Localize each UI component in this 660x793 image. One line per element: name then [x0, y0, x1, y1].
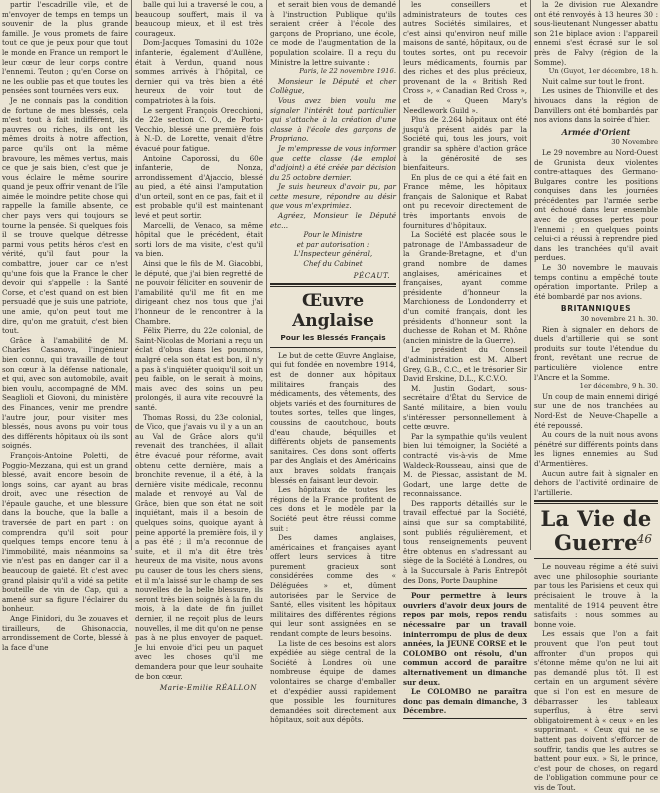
dispatch-date: Un (Guyot, 1er décembre, 18 h. — [548, 67, 658, 76]
column-2-paragraph: Marcelli, de Venaco, sa même hôpital que le précédent, était sorti lors de ma visite, c'est qu'il va bien. — [135, 220, 263, 259]
title-rule — [534, 558, 658, 559]
column-1-paragraph: Grâce à l'amabilité de M. Charles Casanova, l'ingénieur bien connu, qui travaille de tout son cœur à la défense nationale, et qui, avec son automobile, avait bien voulu, accompagné de MM. Seaglioli et Giovoni, du ministère des Finances, venir me prendre l'autre jour, pour visiter mes blessés, nous avons pu voir tous des différents hôpitaux où ils sont soignés. — [2, 335, 128, 451]
column-2-paragraph: Ainsi que le fils de M. Giacobbi, le député, que j'ai bien regretté de ne pouvoir féliciter en souvenir de l'amabilité qu'il me fit en me dirigeant chez nos tous que j'ai l'honneur de le rencontrer à la Chambre. — [135, 259, 263, 326]
column-2 — [135, 0, 263, 693]
column-4-paragraph: les conseillers et administrateurs de toutes ces autres Sociétés similaires, et c'est ainsi qu'environ neuf mille maisons de santé, hôpitaux, ou de toutes sortes, ont pu recevoir leurs médicaments, fournis par des riches et des plus précieux, provenant de la « British Red Cross », « Canadian Red Cross », et de « Queen Mary's Needlework Guild ». — [403, 0, 527, 115]
letter-paragraph: Vous avez bien voulu me signaler l'intérêt tout particulier qui s'attache à la création d'une classe à l'école des garçons de Propriano. — [270, 95, 396, 144]
column-5 — [534, 0, 658, 792]
britannia-section-title: BRITANNIQUES — [560, 304, 632, 314]
column-rule — [399, 0, 400, 550]
article-title: Œuvre Anglaise — [292, 291, 374, 332]
column-2-paragraph: balle qui lui a traversé le cou, a beaucoup souffert, mais il va beaucoup mieux, et il est très courageux. — [135, 0, 263, 38]
section-divider — [534, 500, 658, 504]
column-1-paragraph: partir l'escadrille vile, et de m'envoyer de temps en temps un souvenir de la plus grande famille. Je vous promets de faire tout ce que je peux pour que tout le monde en France un remport le leur cœur de leur corps contre l'ennemi. Teuton ; qu'en Corse on ne les oublie pas et que toutes les pensées sont tournées vers eux. — [2, 0, 128, 96]
column-4-paragraph: Plus de 2.264 hôpitaux ont été jusqu'à présent aidés par la Société qui, tous les jours, voit grandir sa sphère d'action grâce à la générosité de ses bienfaiteurs. — [403, 115, 527, 173]
letter-paragraph: Je m'empresse de vous informer que cette classe (4e emploi d'adjoint) a été créée par décision du 25 octobre dernier. — [270, 143, 396, 182]
column-4-paragraph: Le président du Conseil d'administration est M. Albert Grey, G.B., C.C., et le trésorier Sir David Erskine, D.L., K.C.V.O. — [403, 345, 527, 384]
column-rule — [530, 0, 531, 550]
notice-text: Pour permettre à leurs ouvriers d'avoir deux jours de repos par mois, repos rendu nécessaire par un travail ininterrompu de plus de deux années, la JEUNE CORSE et le COLOMBO ont résolu, d'un commun accord de paraître alternativement un dimanche sur deux. — [403, 591, 527, 687]
column-1 — [2, 0, 128, 652]
letter-signature: PÉCAUT. — [353, 270, 390, 280]
page-number: 46 — [636, 532, 652, 546]
column-4-paragraph: La Société est placée sous le patronage de l'Ambassadeur de la Grande-Bretagne, et d'un grand nombre de dames anglaises, américaines et françaises, ayant comme présidente d'honneur la Marchioness de Londonderry et d'un comité français, dont les présidents d'honneur sont la duchesse de Rohan et M. Rhône (ancien ministre de la Guerre). — [403, 230, 527, 345]
column-2-paragraph: Antoine Caporossi, du 60e infanterie, de Nonza, arrondissement d'Ajaccio, blessé au pied, a été ainsi l'amputation d'un orteil, sont en ce pas, fait et il est probable qu'il est maintenant levé et peut sortir. — [135, 153, 263, 221]
column-2-paragraph: Dom-Jacques Tomasini du 102e infanterie, également d'Aullène, était à Verdun, quand nous sommes arrivés à l'hôpital, ce dernier qui va très bien a été heureux de voir tout de compatriotes à la fois. — [135, 38, 263, 105]
notice-end-text: Le COLOMBO ne paraîtra donc pas demain dimanche, 3 Décembre. — [403, 687, 527, 716]
column-1-paragraph: Ange Finidori, du 3e zouaves et tirailleurs, de Ghisonaccia, arrondissement de Corte, blessé à la face d'une — [2, 614, 128, 652]
title-rule — [270, 347, 396, 348]
column-2-paragraph: Le sergent François Orecchioni, de 22e section C. O., de Porto-Vecchio, blessé une première fois à N.-D. de Lorette, venait d'être évacué pour fatigue. — [135, 105, 263, 153]
article-paragraph: Les hôpitaux de toutes les régions de la France profitent de ces dons et le modèle par la Société peut être réussi comme suit : — [270, 485, 396, 533]
article-paragraph: Des dames anglaises, américaines et françaises ayant offert leurs services à titre purement gracieux sont considérées comme des « Déléguées » et, dûment autorisées par le Service de Santé, elles visitent les hôpitaux militaires des différentes régions qui leur sont assignées en se rendant compte de leurs besoins. — [270, 533, 396, 639]
letter-closing-line: Chef du Cabinet — [303, 259, 363, 269]
orient-paragraph: Le 29 novembre au Nord-Ouest de Grunista deux violentes contre-attaques des Germano-Bulgares contre les positions conquises dans les journées précédentes par l'armée serbe ont échoué dans leur ensemble avec de grosses pertes pour l'ennemi ; en quelques points celui-ci a réussi à reprendre pied dans les tranchées qu'il avait perdues. — [534, 147, 658, 263]
letter-salutation: Monsieur le Député et cher Collègue, — [270, 76, 396, 96]
column-3 — [270, 0, 396, 725]
letter-paragraph: Agréez, Monsieur le Député etc... — [270, 211, 396, 230]
letter-date: Paris, le 22 novembre 1916. — [299, 67, 396, 76]
author-signature: Marie-Emilie RÉALLON — [159, 683, 257, 693]
column-4-paragraph: M. Justin Godart, sous-secrétaire d'État du Service de Santé militaire, a bien voulu s'intéresser personnellement à cette œuvre. — [403, 383, 527, 432]
column-2-paragraph: Félix Pierre, du 22e colonial, de Saint-Nicolas de Moriani a reçu un éclat d'obus dans les poumons, malgré cela son état est bon, il n'y a pas à s'inquiéter quoiqu'il soit un peu faible, on le serait à moins, mais avec des soins un peu prolongés, il aura vite recouvré la santé. — [135, 326, 263, 412]
column-2-paragraph: Thomas Rossi, du 23e colonial, de Vico, que j'avais vu il y a un an au Val de Grâce alors qu'il revenait des tranchées, il allait être évacué pour réforme, avait obtenu cette dernière, mais a bronchite revenue, il a été, à la dernière visite médicale, reconnu malade et renvoyé au Val de Grâce, bien que son état ne soit inquiétant, mais il a besoin de quelques soins, quoique ayant à peine apporté la première fois, il y a pas été ; il m'a reconnue de suite, et il m'a dit être très heureux de ma visite, nous avons pu causer de tous les chers siens, et il m'a laissé sur le champ de ses nouvelles de la belle blessure, ils seront très bien soignés à la fin du mois, à la date de fin juillet dernier, il ne reçoit plus de leurs nouvelles, il me dit qu'on ne pense pas à ne plus envoyer de paquet. Je lui envoie d'ici peu un paquet avec les choses qu'il me demandera pour que leur souhaite de bon cœur. — [135, 412, 263, 681]
article-subtitle: Pour les Blessés Français — [280, 333, 386, 343]
column-4 — [403, 0, 527, 716]
vie-de-guerre-title: La Vie de Guerre — [540, 506, 652, 556]
britannia-paragraph: Au cours de la nuit nous avons pénétré sur différents points dans les lignes ennemies au Sud d'Armentières. — [534, 430, 658, 468]
letter-closing-line: Pour le Ministre — [303, 230, 363, 240]
letter-paragraph: Je suis heureux d'avoir pu, par cette mesure, répondre au désir que vous m'exprimiez. — [270, 182, 396, 211]
publication-notice — [403, 588, 527, 719]
column-5-paragraph: la 2e division rue Alexandre ont été renvoyés à 13 heures 30 : sous-lieutenant Nungesser abattu son 21e biplace avion : l'appareil ennemi s'est écrasé sur le sol près de Falvy (région de la Somme). — [534, 0, 658, 67]
article-paragraph: La liste de ces besoins est alors expédiée au siège central de la Société à Londres où une nombreuse équipe de dames volontaires se charge d'emballer et d'expédier aussi rapidement que possible les fournitures demandées soit directement aux hôpitaux, soit aux dépôts. — [270, 638, 396, 725]
britannia-paragraph: 1er décembre, 9 h. 30. — [579, 382, 658, 391]
letter-closing-line: L'Inspecteur général, — [293, 249, 373, 259]
column-4-paragraph: En plus de ce qui a été fait en France même, les hôpitaux français de Salonique et Rabat ont pu recevoir directement de très importants envois de fournitures d'hôpitaux. — [403, 172, 527, 230]
britannia-paragraph: Aucun autre fait à signaler en dehors de l'activité ordinaire de l'artillerie. — [534, 468, 658, 497]
orient-section-title: Armée d'Orient — [561, 126, 631, 137]
column-rule — [266, 0, 267, 550]
column-4-paragraph: Des rapports détaillés sur le travail effectué par la Société, ainsi que sur sa comptabilité, sont publiés régulièrement, et tous renseignements peuvent être obtenus en s'adressant au siège de la Société à Londres, ou à la Succursale à Paris Entrepôt des Dons, Porte Dauphine — [403, 498, 527, 585]
orient-paragraph: Le 30 novembre le mauvais temps continu a empêché toute opération importante. Prilep a été bombardé par nos avions. — [534, 263, 658, 301]
britannia-paragraph: Un coup de main ennemi dirigé sur une de nos tranchées au Nord-Est de Neuve-Chapelle a été repoussé. — [534, 391, 658, 430]
letter-closing-line: et par autorisation : — [296, 239, 370, 249]
article-paragraph: Le but de cette Œuvre Anglaise, qui fut fondée en novembre 1914, est de donner aux hôpitaux militaires français des médicaments, des vêtements, des objets variés et des fournitures de toutes sortes, telles que linges, coussins de caoutchouc, bouts d'eau chaude, béquilles et différents objets de pansements sanitaires. Ces dons sont offerts par des Anglais et des Américains aux braves soldats français blessés en faisant leur devoir. — [270, 350, 396, 485]
vie-paragraph: Les essais que l'on a fait prouvent que l'on peut tout affronter d'un propos qui s'étonne même qu'on ne lui ait pas demandé plus tôt. Il est certain en un argument sévère que si l'on est en mesure de débarrasser les tableaux superflus, à être servi obligatoirement à « ceux » en les supprimant. « Ceux qui ne se battent pas doivent s'efforcer de souffrir, tandis que les autres se battent pour eux. » Si, le prince, c'est pour de choses, on regard de l'obligation commune pour ce vis de Tout. — [534, 629, 658, 792]
column-5-line: Les usines de Thionville et des hivouacs dans la région de Danvillers ont été bombardés par nos avions dans la soirée d'hier. — [534, 86, 658, 125]
column-1-paragraph: Je ne connais pas la condition de fortune de mes blessés, cela m'est tout à fait indifférent, ils pauvres ou riches, ils ont les mêmes droits à notre affection, parce qu'ils ont la même bravoure, les mêmes vertus, mais ce que je sais bien, c'est que je vous éclaire le même sourire quand je peux offrir venant de l'île aimée le moindre petite chose qui rappelle la famille absente, ce cher pays vers qui toujours se tourne la pensée. Si quelques fois il se trouve quelque détresse parmi vous petits héros c'est en vérité, qu'il faut pour la combattre, jouer car ce n'est qu'une fois que la France le cher devoir qui s'appelle : la Santé Corse, et c'est quand on est bien persuadé que je suis une patriote, une amie, qu'on peut tout me dire, qu'on me gratuit, c'est bien tout. — [2, 95, 128, 336]
britannia-paragraph: Rien à signaler en dehors de duels d'artillerie qui se sont produits sur toute l'étendue du front, revêtant une recrue de particulière violence entre l'Ancre et la Somme. — [534, 324, 658, 382]
column-rule — [131, 0, 132, 550]
column-1-paragraph: François-Antoine Poletti, de Poggio-Mezzana, qui est un grand blessé, avait encore besoin de longs soins, car ayant au bras droit, avec une résection de l'épaule gauche, et une blessure dans la bouche, que la balle a traversée de part en part : on comprendra qu'il soit pour quelques temps encore tenu à l'immobilité, mais néanmoins sa vie n'est pas en danger car il a beaucoup de gaieté. Et c'est avec grand plaisir qu'il a vidé sa petite bouteille de vin de Cap, qui a amené sur sa figure l'éclairer du bonheur. — [2, 450, 128, 614]
column-5-line: Nuit calme sur tout le front. — [542, 76, 645, 86]
vie-paragraph: Le nouveau régime a été suivi avec une philosophie souriante par tous les Parisiens et ceux qui précisaient le trouve à la mentalité de 1914 peuvent être satisfaits : nous sommes au bonne voie. — [534, 562, 658, 629]
britannia-date: 30 novembre 21 h. 30. — [580, 315, 658, 323]
column-3-paragraph: et serait bien vous de demandé à l'instruction Publique qu'ils seraient créer à l'école des garçons de Propriano, une école, ce mode de l'augmentation de la population scolaire. Il a reçu du Ministre la lettre suivante : — [270, 0, 396, 67]
section-divider — [270, 283, 396, 287]
orient-date: 30 Novembre — [611, 138, 658, 147]
column-4-paragraph: Par la sympathie qu'ils veulent bien lui témoigner, la Société a contracté vis-à-vis de Mme Waldeck-Rousseau, ainsi que de M. de Piessac, assistant de M. Godart, une large dette de reconnaissance. — [403, 431, 527, 499]
